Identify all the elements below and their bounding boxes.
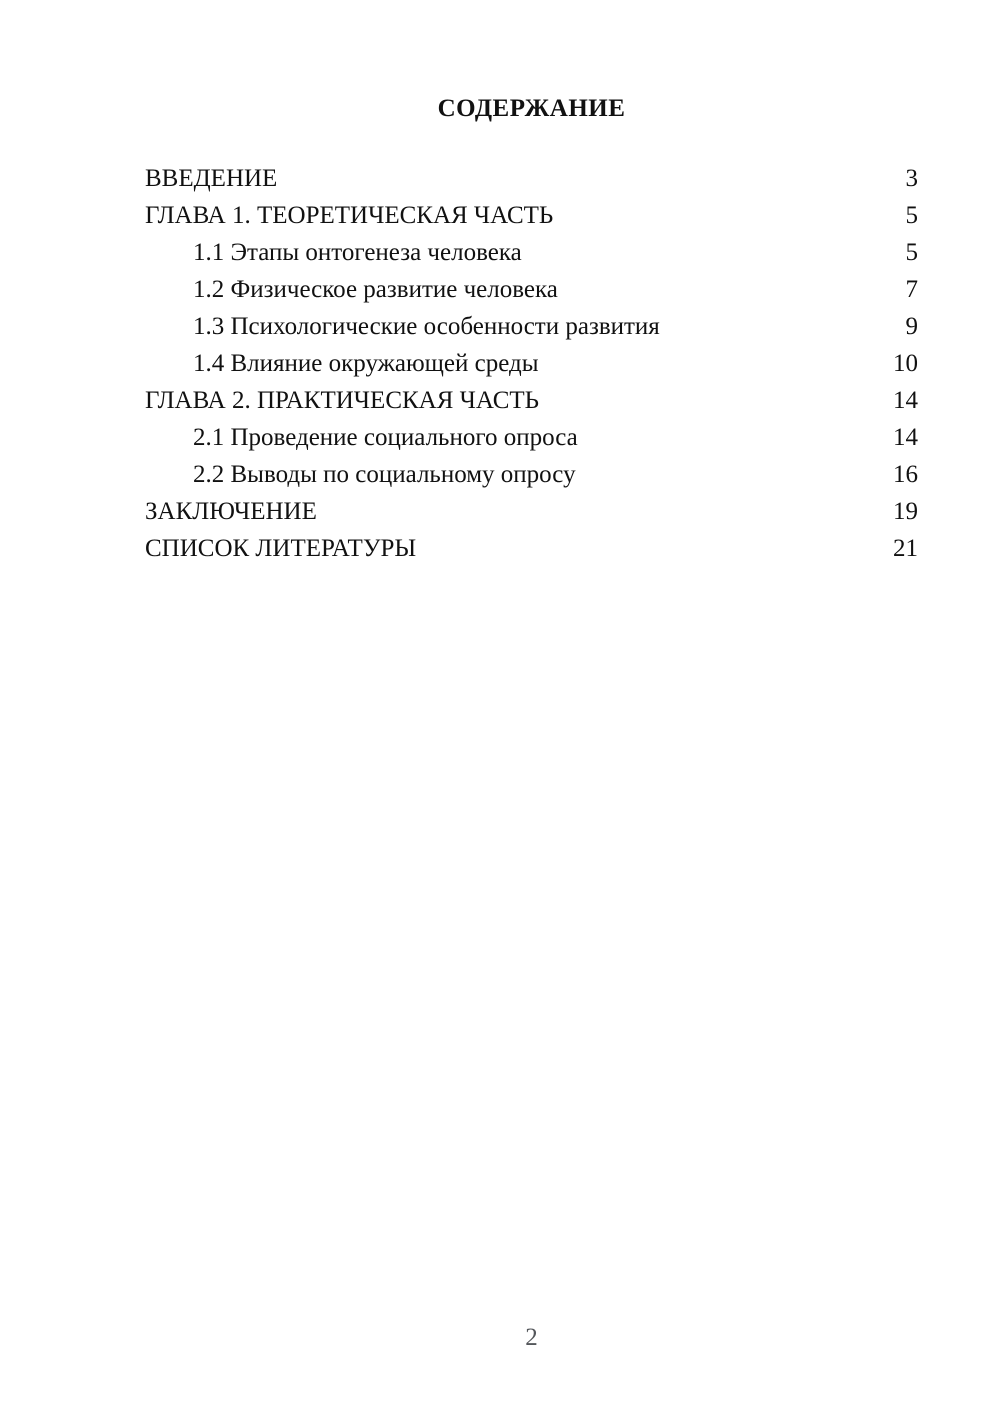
toc-entry: [145, 493, 918, 530]
toc-entry-page: 21: [893, 535, 918, 562]
page-title: СОДЕРЖАНИЕ: [437, 95, 626, 122]
toc-entry-label: СПИСОК ЛИТЕРАТУРЫ: [145, 535, 417, 562]
toc-entry: [145, 308, 918, 345]
toc-entry-page: 14: [893, 424, 918, 451]
toc-entry-page: 7: [905, 276, 918, 303]
toc-entry-page: 5: [905, 202, 918, 229]
toc-entry-label: ВВЕДЕНИЕ: [145, 165, 278, 192]
toc-entry: [145, 345, 918, 382]
toc-entry-label: 1.2 Физическое развитие человека: [193, 276, 558, 303]
toc-entry-label: 1.4 Влияние окружающей среды: [193, 350, 539, 377]
toc-entry-label: ГЛАВА 1. ТЕОРЕТИЧЕСКАЯ ЧАСТЬ: [145, 202, 554, 229]
toc-entry-page: 19: [893, 498, 918, 525]
toc-entry: [145, 197, 918, 234]
toc-entry-label: 2.1 Проведение социального опроса: [193, 424, 578, 451]
toc-entry-label: 2.2 Выводы по социальному опросу: [193, 461, 576, 488]
toc-entry-label: 1.3 Психологические особенности развития: [193, 313, 660, 340]
toc-entry: [145, 382, 918, 419]
toc-entry-label: ЗАКЛЮЧЕНИЕ: [145, 498, 317, 525]
page-number: 2: [525, 1324, 538, 1351]
toc-entry: [145, 271, 918, 308]
toc-entry-page: 14: [893, 387, 918, 414]
toc-entry-page: 10: [893, 350, 918, 377]
toc-entry: [145, 160, 918, 197]
toc-entry: [145, 530, 918, 567]
table-of-contents: [145, 160, 918, 567]
toc-entry-label: ГЛАВА 2. ПРАКТИЧЕСКАЯ ЧАСТЬ: [145, 387, 540, 414]
toc-entry-label: 1.1 Этапы онтогенеза человека: [193, 239, 522, 266]
toc-entry-page: 5: [905, 239, 918, 266]
toc-entry-page: 9: [905, 313, 918, 340]
toc-entry-page: 16: [893, 461, 918, 488]
toc-entry: [145, 234, 918, 271]
toc-entry-page: 3: [905, 165, 918, 192]
toc-entry: [145, 456, 918, 493]
toc-entry: [145, 419, 918, 456]
